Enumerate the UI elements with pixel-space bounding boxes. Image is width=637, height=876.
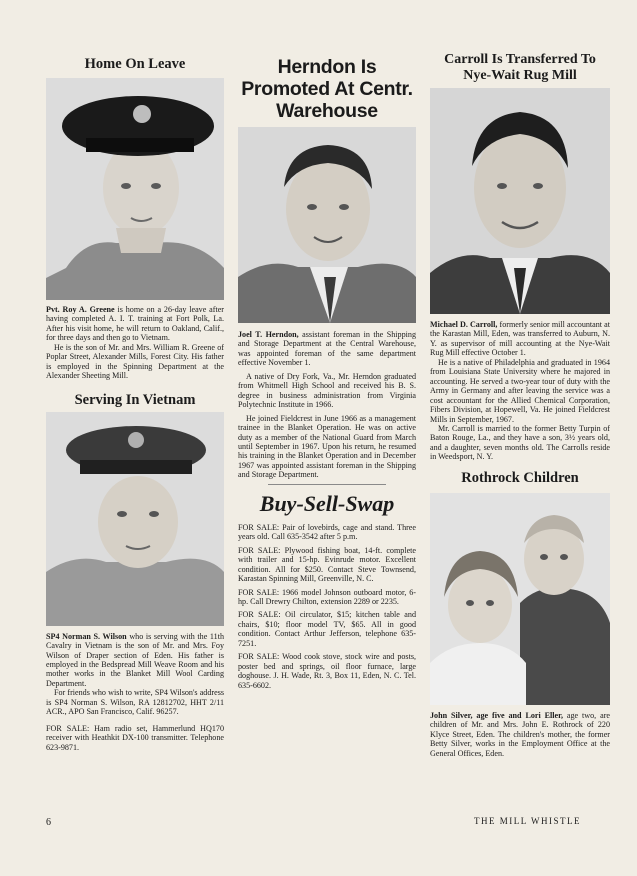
headline-herndon: Herndon Is Promoted At Centr. Warehouse — [241, 56, 413, 122]
caption-herndon — [238, 330, 416, 368]
caption-greene — [46, 305, 224, 343]
caption-greene-p2: He is the son of Mr. and Mrs. William R. Greene of Poplar Street, Alexander Mills, Forest City. His father is employed in the Spinning Department at the Alexander Sheeting Mill. — [46, 342, 224, 381]
photo-michael-carroll — [430, 88, 610, 314]
caption-rothrock-text: age two, are children of Mr. and Mrs. John E. Rothrock of 220 Klyce Street, Eden. The children's mother, the former Betty Silver, works in the Employment Office at the General Offices, Eden. — [430, 710, 610, 758]
caption-wilson-text: who is serving with the 11th Cavalry in Vietnam is the son of Mr. and Mrs. Foy Wilson of Draper section of Eden. His father is employed in the Bedspread Mill Weave Room and his mother works in the Blanket Mill Wool Carding Department. — [46, 631, 225, 688]
caption-herndon-text: assistant foreman in the Shipping and Storage Department at the Central Warehouse, was appointed foreman of the same department effective November 1. — [238, 330, 416, 368]
caption-carroll — [430, 320, 610, 358]
caption-wilson-name: SP4 Norman S. Wilson — [46, 631, 127, 641]
heading-rothrock-children: Rothrock Children — [461, 469, 579, 486]
ad-lovebirds: FOR SALE: Pair of lovebirds, cage and stand. Three years old. Call 635-3542 after 5 p.m. — [238, 522, 416, 542]
photo-norman-wilson — [46, 412, 224, 626]
herndon-p3: He joined Fieldcrest in June 1966 as a management trainee in the Blanket Operation. He was on active duty as a member of the National Guard from March until September in 1967. Upon his return, he resumed his training in the Blanket Operation and in December 1967 was appointed assistant foreman in the Shipping and Storage Department. — [238, 413, 416, 480]
ad-ham-radio: FOR SALE: Ham radio set, Hammerlund HQ170 receiver with Heathkit DX-100 transmitter. Telephone 623-9871. — [46, 723, 224, 752]
caption-rothrock — [430, 711, 610, 758]
carroll-p2: He is a native of Philadelphia and graduated in 1964 from Louisiana State University where he majored in accounting. He served a two-year tour of duty with the Army in Germany and after leaving the service was a cost accountant for the Allied Chemical Corporation, Fibers Division, at Hopewell, Va. He joined Fieldcrest Mills in September, 1967. — [430, 357, 610, 424]
herndon-p2: A native of Dry Fork, Va., Mr. Herndon graduated from Whitmell High School and received his B. S. degree in business administration from Virginia Polytechnic Institute in 1966. — [238, 371, 416, 410]
photo-roy-greene — [46, 78, 224, 300]
column-right — [430, 52, 610, 758]
heading-home-on-leave: Home On Leave — [84, 56, 186, 72]
photo-rothrock-children — [430, 493, 610, 705]
headline-carroll: Carroll Is Transferred To Nye-Wait Rug Mill — [444, 52, 596, 83]
ad-oil-circulator: FOR SALE: Oil circulator, $15; kitchen table and chairs, $10; floor model TV, $65. All in good condition. Contact Arthur Jefferson, telephone 635-7251. — [238, 610, 416, 648]
caption-rothrock-name: John Silver, age five and Lori Eller, — [430, 710, 563, 720]
divider — [268, 484, 386, 485]
ad-johnson-motor: FOR SALE: 1966 model Johnson outboard motor, 6-hp. Call Drewry Chilton, extension 2289 or 2235. — [238, 587, 416, 606]
ad-fishing-boat: FOR SALE: Plywood fishing boat, 14-ft. complete with trailer and 15-hp. Evinrude motor. Excellent condition. All for $250. Contact Steve Townsend, Karastan Spinning Mill, Greenville, N. C. — [238, 545, 416, 584]
column-left — [46, 52, 224, 752]
carroll-p3: Mr. Carroll is married to the former Betty Turpin of Baton Rouge, La., and they have a son, 3½ years old, and a daughter, seven months old. The Carrolls reside in Weedsport, N. Y. — [430, 423, 610, 462]
caption-greene-name: Pvt. Roy A. Greene — [46, 305, 115, 314]
caption-herndon-name: Joel T. Herndon, — [238, 330, 299, 339]
caption-carroll-text: formerly senior mill accountant at the Karastan Mill, Eden, was transferred to Auburn, N. Y. as supervisor of mill accounting at the Nye-Wait Rug Mill effective October 1. — [430, 320, 610, 358]
heading-serving-in-vietnam: Serving In Vietnam — [74, 391, 196, 408]
caption-carroll-name: Michael D. Carroll, — [430, 320, 498, 329]
caption-wilson — [46, 632, 224, 689]
caption-wilson-p2: For friends who wish to write, SP4 Wilson's address is SP4 Norman S. Wilson, RA 12812702, HHT 2/11 ACR., APO San Francisco, Calif. 96257. — [46, 688, 224, 717]
caption-greene-text: is home on a 26-day leave after having completed A. I. T. training at Fort Polk, La. After his visit home, he will return to Oakland, Calif., for three days and then go to Vietnam. — [46, 305, 224, 343]
publication-name: THE MILL WHISTLE — [474, 816, 581, 826]
page-number: 6 — [46, 817, 51, 828]
ad-wood-stove: FOR SALE: Wood cook stove, stock wire and posts, poster bed and springs, oil floor furnace, large doghouse. J. H. Wade, Rt. 3, Box 11, Eden, N. C. Tel. 635-6602. — [238, 652, 416, 690]
photo-joel-herndon — [238, 127, 416, 323]
buy-sell-swap-title: Buy-Sell-Swap — [259, 490, 395, 516]
column-center — [238, 52, 416, 690]
